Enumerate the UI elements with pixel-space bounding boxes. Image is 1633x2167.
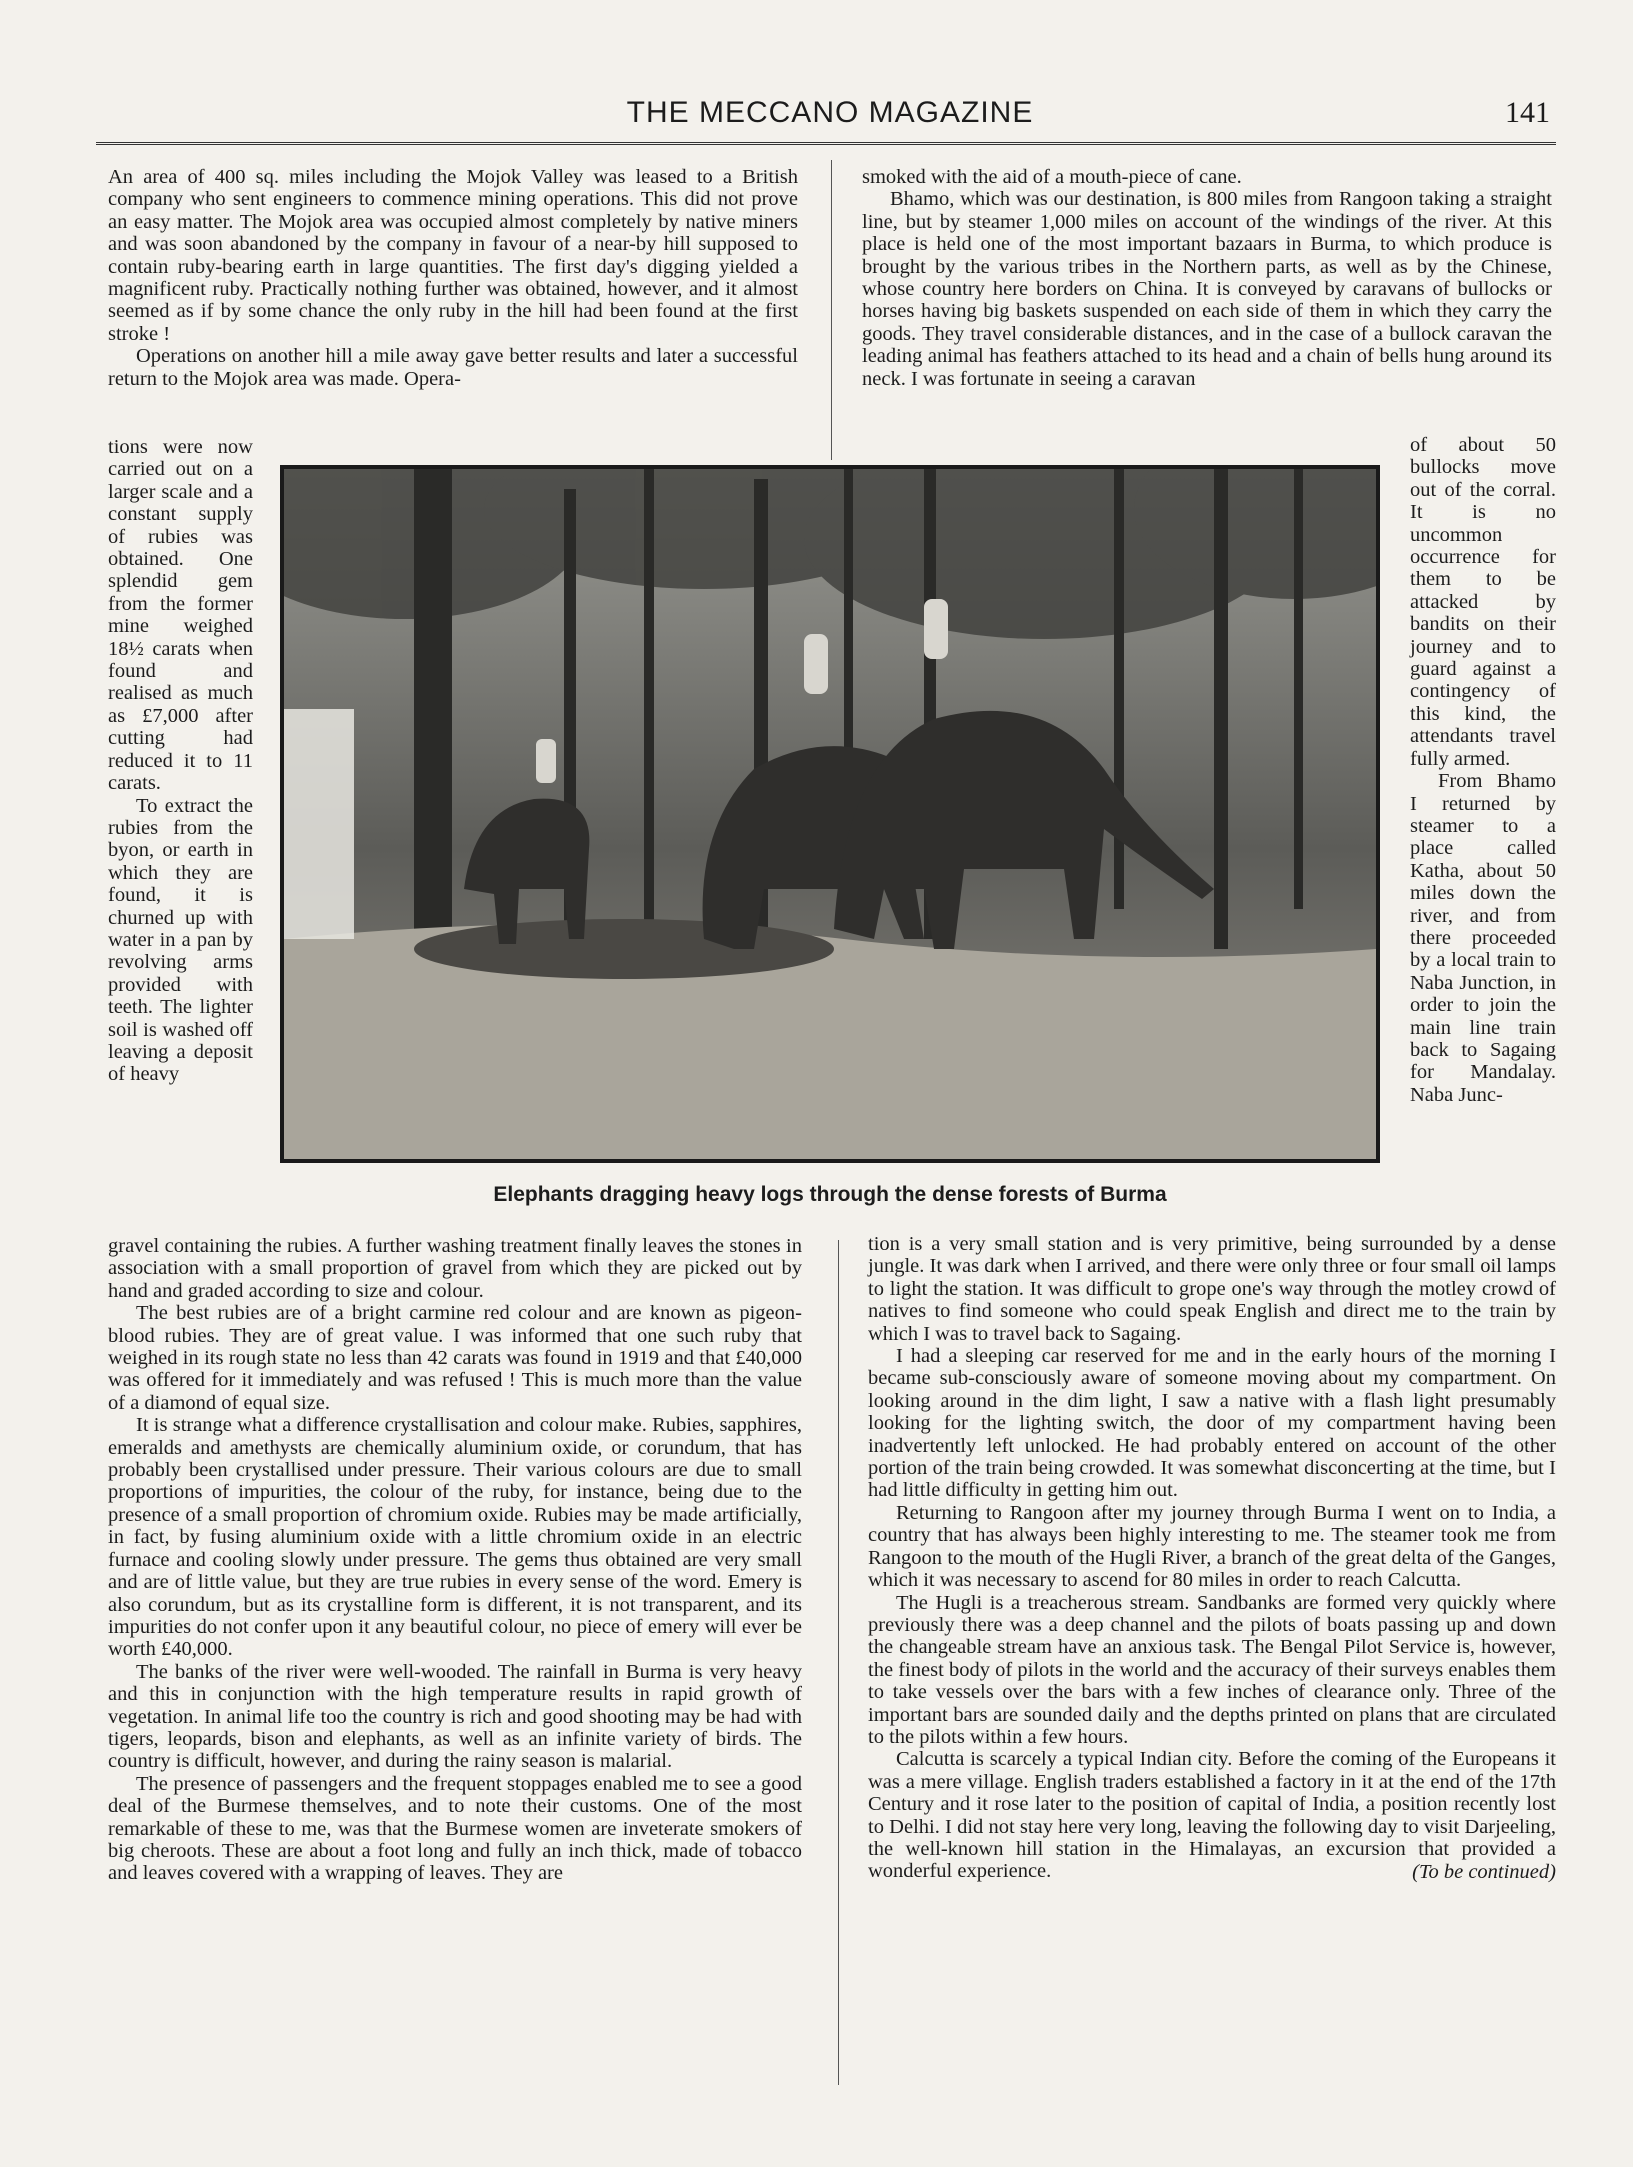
page-number: 141 [1505,96,1550,129]
paragraph: tion is a very small station and is very primitive, being surrounded by a dense jungle. It was dark when I arrived, and there were only three or four small oil lamps to light the station. It was difficult to grope one's way through the motley crowd of natives to find someone who could speak English and direct me to the train by which I was to travel back to Sagaing. [868,1233,1556,1345]
masthead [100,96,1560,142]
col2-narrow-text [1410,434,1556,1234]
paragraph: gravel containing the rubies. A further washing treatment finally leaves the stones in association with a small proportion of gravel from which they are picked out by hand and graded according to size and colour. [108,1235,802,1302]
paragraph: To extract the rubies from the byon, or earth in which they are found, it is churned up with water in a pan by revolving arms provided with teeth. The lighter soil is washed off leaving a deposit of heavy [108,794,253,1086]
faded-stain [284,709,354,939]
magazine-title: THE MECCANO MAGAZINE [626,96,1034,129]
col1-top-text [108,166,798,390]
photo-illustration [284,469,1376,1159]
paragraph: An area of 400 sq. miles including the Mojok Valley was leased to a British company who sent engineers to commence mining operations. This did not prove an easy matter. The Mojok area was occupied almost completely by native miners and was soon abandoned by the company in favour of a near-by hill supposed to contain ruby-bearing earth in large quantities. The first day's digging yielded a magnificent ruby. Practically nothing further was obtained, however, and it almost seemed as if by some chance the only ruby in the hill had been found at the first stroke ! [108,166,798,345]
col1-bottom-text [108,1235,802,1885]
paragraph: Operations on another hill a mile away gave better results and later a successful return to the Mojok area was made. Opera- [108,345,798,390]
paragraph: I had a sleeping car reserved for me and in the early hours of the morning I became sub-consciously aware of someone moving about my compartment. On looking around in the dim light, I saw a native with a flash light presumably looking for the lighting switch, the door of my compartment having been inadvertently left unlocked. He had probably entered on account of the other portion of the train being crowded. It was somewhat disconcerting at the time, but I had little difficulty in getting him out. [868,1345,1556,1502]
figure-caption: Elephants dragging heavy logs through the dense forests of Burma [493,1183,1167,1206]
paragraph: The banks of the river were well-wooded. The rainfall in Burma is very heavy and this in conjunction with the high temperature results in rapid growth of vegetation. In animal life too the country is rich and good shooting may be had with tigers, leopards, bison and elephants, as well as an infinite variety of birds. The country is difficult, however, and during the rainy season is malarial. [108,1660,802,1773]
paragraph: The best rubies are of a bright carmine red colour and are known as pigeon-blood rubies. They are of great value. I was informed that one such ruby that weighed in its rough state no less than 42 carats was found in 1919 and that £40,000 was offered for it immediately and was refused ! This is much more than the value of a diamond of equal size. [108,1302,802,1414]
col2-bottom-text [868,1233,1556,1883]
continued-label: (To be continued) [1412,1860,1556,1883]
paragraph: tions were now carried out on a larger scale and a constant supply of rubies was obtained. One splendid gem from the former mine weighed 18½ carats when found and realised as much as £7,000 after cutting had reduced it to 11 carats. [108,436,253,795]
elephant-photograph [280,465,1380,1163]
paragraph: It is strange what a difference crystallisation and colour make. Rubies, sapphires, emeralds and amethysts are chemically aluminium oxide, or corundum, that has probably been crystallised under pressure. Their various colours are due to small proportions of impurities, the colour of the ruby, for instance, being due to the presence of a small proportion of chromium oxide. Rubies may be made artificially, in fact, by fusing aluminium oxide with a little chromium oxide in an electric furnace and cooling slowly under pressure. The gems thus obtained are very small and are of little value, but they are true rubies in every sense of the word. Emery is also corundum, but as its crystalline form is different, it is not transparent, and its impurities do not confer upon it any beautiful colour, no piece of emery will ever be worth £40,000. [108,1414,802,1661]
paragraph: Bhamo, which was our destination, is 800 miles from Rangoon taking a straight line, but by steamer 1,000 miles on account of the windings of the river. At this place is held one of the most important bazaars in Burma, to which produce is brought by the various tribes in the Northern parts, as well as by the Chinese, whose country here borders on China. It is conveyed by caravans of bullocks or horses having big baskets suspended on each side of them in which they carry the goods. They travel considerable distances, and in the case of a bullock caravan the leading animal has feathers attached to its head and a chain of bells hung around its neck. I was fortunate in seeing a caravan [862,188,1552,390]
paragraph: The presence of passengers and the frequent stoppages enabled me to see a good deal of the Burmese themselves, and to note their customs. One of the most remarkable of these to me, was that the Burmese women are inveterate smokers of big cheroots. These are about a foot long and fully an inch thick, made of tobacco and leaves covered with a wrapping of leaves. They are [108,1772,802,1885]
col2-top-text [862,166,1552,390]
paragraph: From Bhamo I returned by steamer to a place called Katha, about 50 miles down the river, and from there proceeded by a local train to Naba Junction, in order to join the main line train back to Sagaing for Mandalay. Naba Junc- [1410,770,1556,1106]
paragraph: of about 50 bullocks move out of the corral. It is no uncommon occurrence for them to be attacked by bandits on their journey and to guard against a contingency of this kind, the attendants travel fully armed. [1410,434,1556,770]
paragraph: Returning to Rangoon after my journey through Burma I went on to India, a country that has always been highly interesting to me. The steamer took me from Rangoon to the mouth of the Hugli River, a branch of the great delta of the Ganges, which it was necessary to ascend for 80 miles in order to reach Calcutta. [868,1501,1556,1592]
column-divider-top [831,160,832,460]
log [414,919,834,979]
paragraph: smoked with the aid of a mouth-piece of cane. [862,166,1242,188]
header-rule [96,142,1556,145]
paragraph: Calcutta is scarcely a typical Indian city. Before the coming of the Europeans it was a mere village. English traders established a factory in it at the end of the 17th Century and it rose later to the position of capital of India, a position recently lost to Delhi. I did not stay here very long, leaving the following day to visit Darjeeling, the well-known hill station in the Himalayas, an excursion that provided a wonderful experience. [868,1748,1556,1883]
paragraph: The Hugli is a treacherous stream. Sandbanks are formed very quickly where previously there was a deep channel and the pilots of boats passing up and down the changeable stream have an anxious task. The Bengal Pilot Service is, however, the finest body of pilots in the world and the accuracy of their surveys enables them to take vessels over the bars with a few inches of clearance only. Three of the important bars are sounded daily and the depths printed on plans that are circulated to the pilots within a few hours. [868,1591,1556,1748]
column-divider-bottom [838,1240,839,2085]
col1-narrow-text [108,436,253,1240]
